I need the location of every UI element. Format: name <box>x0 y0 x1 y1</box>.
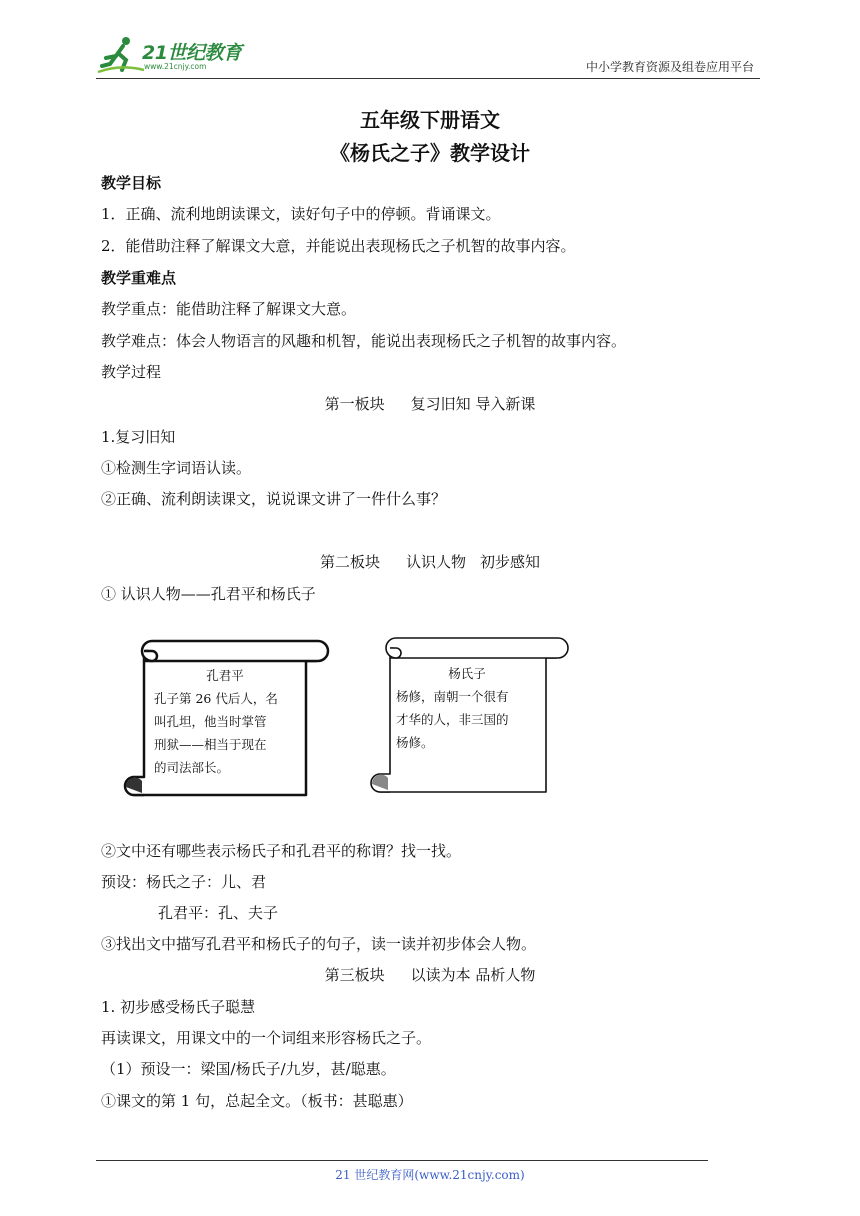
section1-title-b: 复习旧知 导入新课 <box>410 395 536 413</box>
section1-line: 1.复习旧知 <box>101 428 176 446</box>
scroll-card-line: 叫孔坦，他当时掌管 <box>154 714 267 729</box>
goals-heading: 教学目标 <box>101 174 162 192</box>
section1-title <box>0 394 860 414</box>
section3-line: 再读课文，用课文中的一个词组来形容杨氏之子。 <box>101 1029 432 1047</box>
section2-title <box>0 552 860 572</box>
goal-item: 1．正确、流利地朗读课文，读好句子中的停顿。背诵课文。 <box>101 205 501 223</box>
scroll-card-line: 的司法部长。 <box>154 760 230 775</box>
scroll-card-title: 孔君平 <box>206 668 244 683</box>
section2-line: ① 认识人物——孔君平和杨氏子 <box>101 585 316 603</box>
section2-line: 孔君平：孔、夫子 <box>158 904 279 922</box>
footer-link[interactable]: 21 世纪教育网(www.21cnjy.com) <box>335 1168 525 1182</box>
scroll-card-line: 孔子第 26 代后人，名 <box>154 691 278 706</box>
logo-text: 21世纪教育 <box>142 42 242 64</box>
keypoints-heading: 教学重难点 <box>101 269 177 287</box>
section3-title <box>0 965 860 985</box>
section3-line: ①课文的第 1 句，总起全文。（板书：甚聪惠） <box>101 1092 413 1110</box>
section2-title-a: 第二板块 <box>319 553 380 571</box>
goal-item: 2．能借助注释了解课文大意，并能说出表现杨氏之子机智的故事内容。 <box>101 237 576 255</box>
scroll-card-line: 才华的人，非三国的 <box>396 712 509 727</box>
scroll-card-yang <box>366 636 570 798</box>
section2-title-c: 初步感知 <box>480 553 541 571</box>
section1-title-a: 第一板块 <box>324 395 385 413</box>
section3-line: （1）预设一：梁国/杨氏子/九岁，甚/聪惠。 <box>101 1060 396 1078</box>
scroll-card-line: 杨修。 <box>396 735 434 750</box>
section1-line: ②正确、流利朗读课文，说说课文讲了一件什么事？ <box>101 490 447 508</box>
scroll-card-kong <box>120 637 330 803</box>
process-heading: 教学过程 <box>101 363 162 381</box>
doc-title-line2: 《杨氏之子》教学设计 <box>330 141 530 165</box>
section3-title-b: 以读为本 品析人物 <box>410 966 536 984</box>
section2-line: ③找出文中描写孔君平和杨氏子的句子，读一读并初步体会人物。 <box>101 935 537 953</box>
section2-line: ②文中还有哪些表示杨氏子和孔君平的称谓？找一找。 <box>101 842 462 860</box>
page-header <box>96 34 760 79</box>
footer-divider <box>96 1160 708 1161</box>
logo-url: www.21cnjy.com <box>144 62 207 71</box>
section3-line: 1. 初步感受杨氏子聪慧 <box>101 998 256 1016</box>
keypoint-difficulty: 教学难点：体会人物语言的风趣和机智，能说出表现杨氏之子机智的故事内容。 <box>101 332 627 350</box>
keypoint-focus: 教学重点：能借助注释了解课文大意。 <box>101 300 357 318</box>
section2-title-b: 认识人物 <box>405 553 466 571</box>
section3-title-a: 第三板块 <box>324 966 385 984</box>
scroll-card-line: 刑狱——相当于现在 <box>154 737 267 752</box>
section2-line: 预设：杨氏之子：儿、君 <box>101 873 267 891</box>
scroll-card-line: 杨修，南朝一个很有 <box>396 689 509 704</box>
platform-name: 中小学教育资源及组卷应用平台 <box>585 60 754 74</box>
doc-title-line1: 五年级下册语文 <box>360 108 500 132</box>
runner-logo-icon <box>96 34 146 76</box>
scroll-card-title: 杨氏子 <box>448 666 486 681</box>
section1-line: ①检测生字词语认读。 <box>101 459 252 477</box>
site-logo[interactable] <box>96 34 266 76</box>
